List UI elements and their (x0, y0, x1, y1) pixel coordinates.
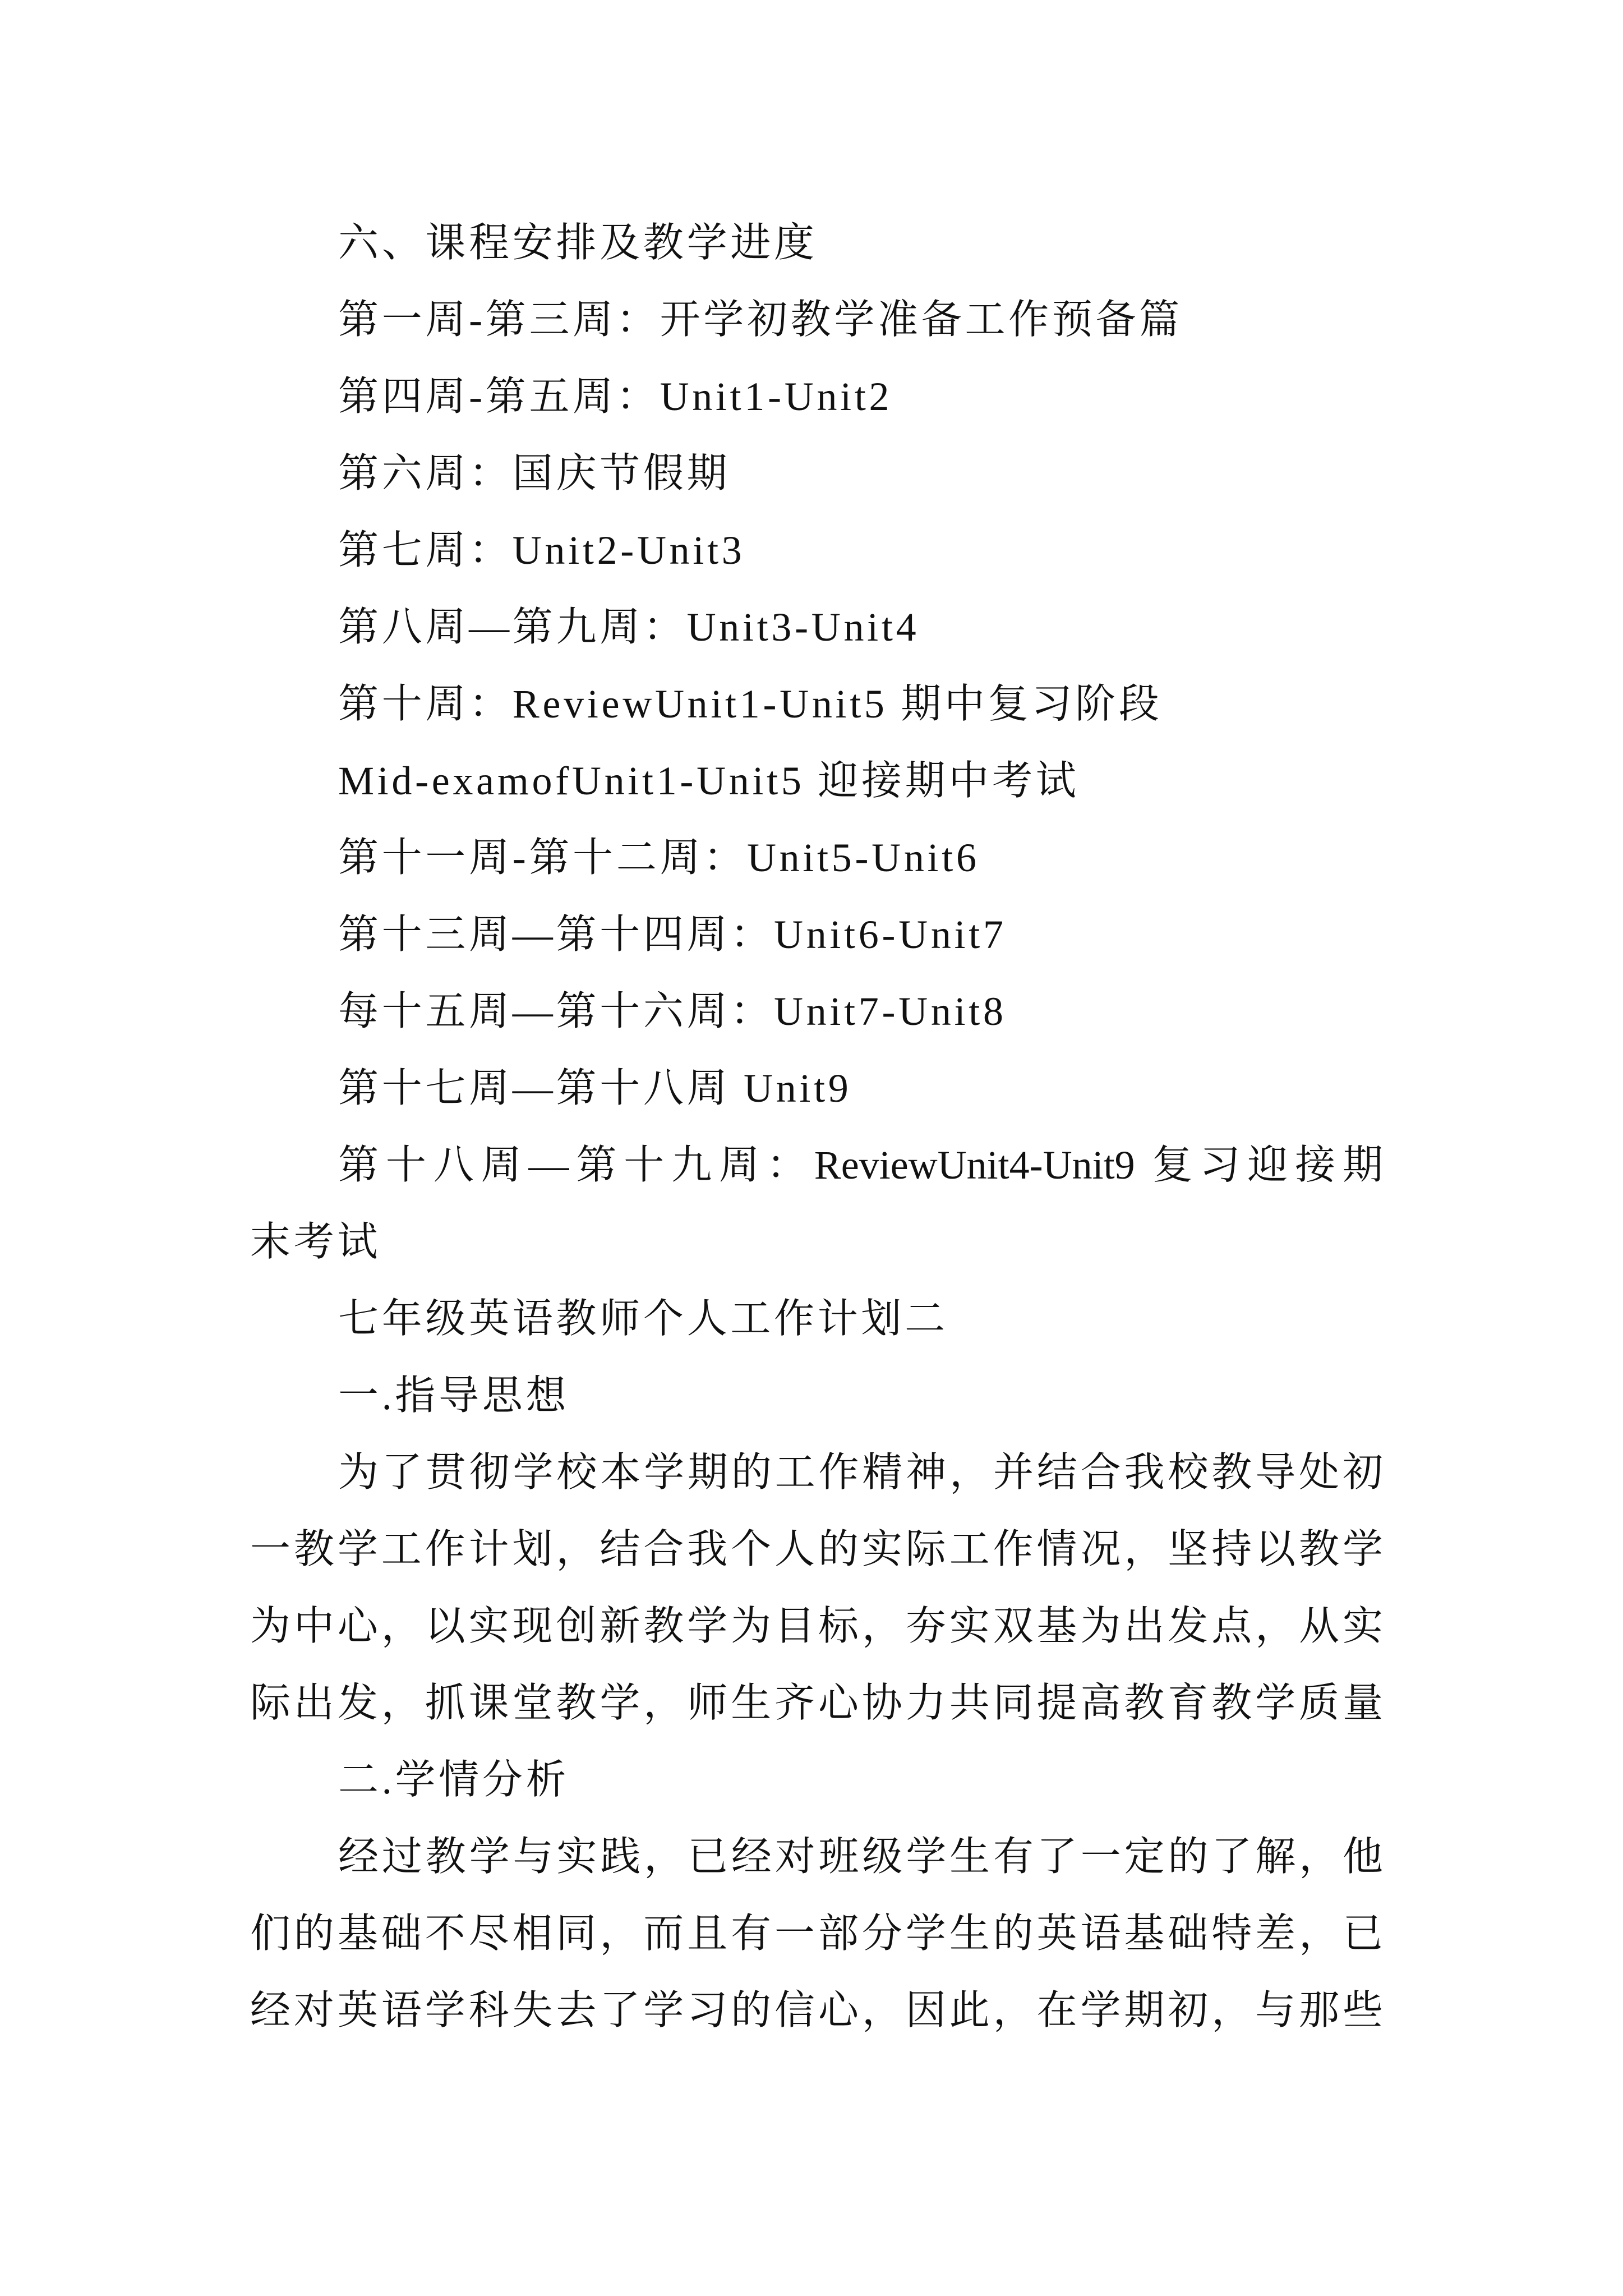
schedule-line: 第八周—第九周：Unit3-Unit4 (338, 605, 920, 650)
paragraph-line: 际出发，抓课堂教学，师生齐心协力共同提高教育教学质量 (250, 1681, 1383, 1726)
paragraph-line: 们的基础不尽相同，而且有一部分学生的英语基础特差，已 (250, 1911, 1383, 1956)
analysis-heading: 二.学情分析 (338, 1757, 570, 1802)
paragraph-line: 为中心，以实现创新教学为目标，夯实双基为出发点，从实 (250, 1604, 1383, 1649)
schedule-final-line: 第十八周—第十九周：ReviewUnit4-Unit9 复习迎接期 (338, 1143, 1383, 1188)
plan-title: 七年级英语教师个人工作计划二 (338, 1296, 948, 1341)
schedule-line: Mid-examofUnit1-Unit5 迎接期中考试 (338, 758, 1080, 803)
paragraph-line: 经过教学与实践，已经对班级学生有了一定的了解，他 (338, 1834, 1383, 1879)
paragraph-line: 经对英语学科失去了学习的信心，因此，在学期初，与那些 (250, 1988, 1383, 2033)
schedule-line: 第六周：国庆节假期 (338, 451, 731, 496)
schedule-line: 每十五周—第十六周：Unit7-Unit8 (338, 989, 1007, 1034)
paragraph-line: 一教学工作计划，结合我个人的实际工作情况，坚持以教学 (250, 1527, 1383, 1572)
schedule-line: 第十周：ReviewUnit1-Unit5 期中复习阶段 (338, 682, 1163, 726)
schedule-line: 第七周：Unit2-Unit3 (338, 528, 745, 573)
schedule-line: 第一周-第三周：开学初教学准备工作预备篇 (338, 297, 1183, 342)
schedule-final-line-continued: 末考试 (250, 1220, 381, 1264)
paragraph-line: 为了贯彻学校本学期的工作精神，并结合我校教导处初 (338, 1450, 1383, 1495)
document-body (250, 205, 1383, 2049)
schedule-line: 第四周-第五周：Unit1-Unit2 (338, 374, 893, 419)
section-heading: 六、课程安排及教学进度 (338, 220, 818, 265)
schedule-line: 第十三周—第十四周：Unit6-Unit7 (338, 912, 1007, 957)
guiding-heading: 一.指导思想 (338, 1373, 570, 1418)
schedule-line: 第十七周—第十八周 Unit9 (338, 1066, 852, 1111)
schedule-line: 第十一周-第十二周：Unit5-Unit6 (338, 835, 980, 880)
